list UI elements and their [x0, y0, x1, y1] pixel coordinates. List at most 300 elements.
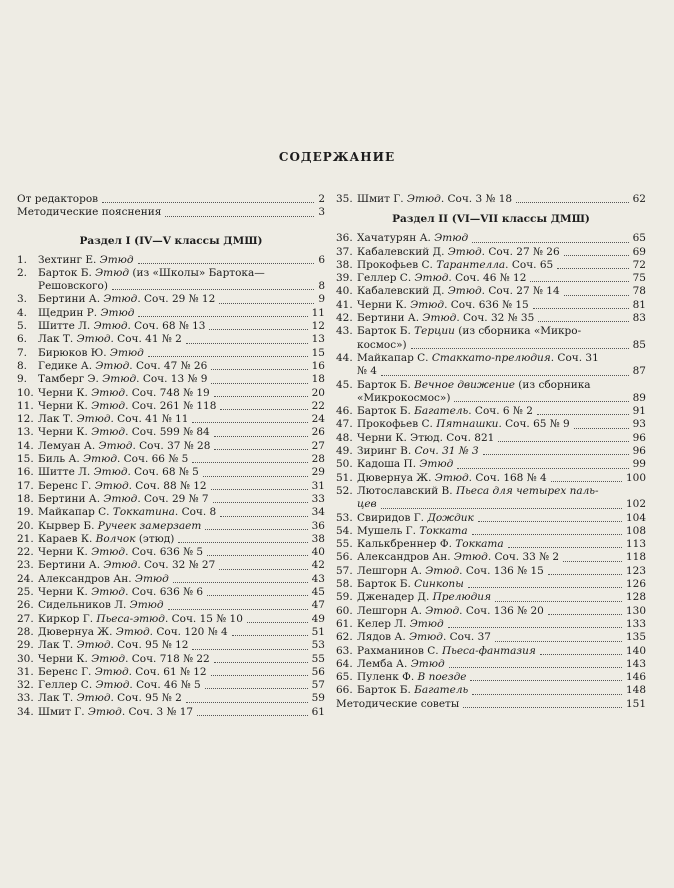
- entry-title: Методические советы: [336, 697, 460, 710]
- entry-number: 51.: [336, 471, 353, 484]
- dot-leader: [540, 654, 622, 655]
- page-number: 87: [632, 365, 646, 378]
- toc-right-column: [336, 193, 646, 711]
- page-number: 75: [632, 272, 646, 285]
- page-number: 34: [311, 506, 325, 519]
- entry-number: 57.: [336, 564, 353, 577]
- dot-leader: [214, 449, 308, 450]
- toc-entry: [17, 679, 325, 692]
- toc-entry: [17, 666, 325, 679]
- toc-entry: [336, 512, 646, 525]
- entry-number: 24.: [17, 572, 34, 585]
- page-number: 51: [311, 625, 325, 638]
- toc-left-column: [17, 193, 325, 719]
- dot-leader: [165, 216, 314, 217]
- entry-number: 32.: [17, 679, 34, 692]
- entry-title: Зехтинг Е. Этюд: [38, 253, 134, 266]
- dot-leader: [112, 289, 314, 290]
- dot-leader: [102, 202, 314, 203]
- dot-leader: [551, 481, 622, 482]
- entry-number: 62.: [336, 631, 353, 644]
- toc-entry: [17, 520, 325, 533]
- entry-number: 19.: [17, 506, 34, 519]
- section-heading: Раздел II (VI—VII классы ДМШ): [392, 213, 590, 226]
- entry-title: Шитте Л. Этюд. Соч. 68 № 5: [38, 466, 199, 479]
- page-number: 16: [311, 359, 325, 372]
- entry-number: 66.: [336, 684, 353, 697]
- page-number: 11: [311, 306, 325, 319]
- dot-leader: [483, 454, 629, 455]
- toc-entry: [17, 254, 325, 267]
- page-number: 28: [311, 453, 325, 466]
- entry-number: 39.: [336, 272, 353, 285]
- toc-entry: [336, 272, 646, 285]
- entry-number: 52.: [336, 484, 353, 497]
- page-number: 45: [311, 586, 325, 599]
- toc-entry: [17, 440, 325, 453]
- entry-number: 10.: [17, 386, 34, 399]
- dot-leader: [538, 321, 629, 322]
- dot-leader: [557, 268, 629, 269]
- page-number: 53: [311, 639, 325, 652]
- toc-entry: [17, 613, 325, 626]
- entry-number: 37.: [336, 245, 353, 258]
- page-number: 8: [318, 280, 325, 293]
- dot-leader: [192, 649, 308, 650]
- toc-entry: [17, 559, 325, 572]
- toc-entry: [336, 538, 646, 551]
- dot-leader: [192, 462, 308, 463]
- entry-title: Лак Т. Этюд. Соч. 95 № 2: [38, 692, 182, 705]
- dot-leader: [448, 627, 622, 628]
- toc-entry-continuation: [336, 498, 646, 511]
- entry-number: 6.: [17, 333, 28, 346]
- page-number: 78: [632, 285, 646, 298]
- entry-title: Бертини А. Этюд. Соч. 32 № 27: [38, 559, 216, 572]
- toc-entry: [17, 387, 325, 400]
- toc-entry: [336, 565, 646, 578]
- dot-leader: [411, 348, 629, 349]
- page-number: 62: [632, 193, 646, 205]
- entry-number: 58.: [336, 578, 353, 591]
- dot-leader: [495, 641, 622, 642]
- toc-entry: [336, 418, 646, 431]
- entry-number: 17.: [17, 479, 34, 492]
- entry-title: Келер Л. Этюд: [357, 617, 444, 630]
- toc-entry: [336, 698, 646, 711]
- entry-title: Лешгорн А. Этюд. Соч. 136 № 20: [357, 604, 544, 617]
- entry-title: Лак Т. Этюд. Соч. 95 № 12: [38, 639, 189, 652]
- entry-number: 55.: [336, 538, 353, 551]
- toc-entry: [336, 325, 646, 338]
- toc-entry: [17, 426, 325, 439]
- toc-entry: [17, 413, 325, 426]
- page-number: 24: [311, 413, 325, 426]
- dot-leader: [138, 263, 314, 264]
- entry-number: 45.: [336, 378, 353, 391]
- toc-entry: [17, 586, 325, 599]
- entry-number: 26.: [17, 599, 34, 612]
- page-number: 69: [632, 245, 646, 258]
- entry-title: Черни К. Этюд. Соч. 636 № 5: [38, 546, 204, 559]
- dot-leader: [468, 587, 622, 588]
- dot-leader: [449, 667, 622, 668]
- page-number: 140: [625, 644, 646, 657]
- page-number: 42: [311, 559, 325, 572]
- entry-number: 49.: [336, 445, 353, 458]
- dot-leader: [495, 601, 622, 602]
- dot-leader: [472, 242, 629, 243]
- toc-entry: [17, 206, 325, 219]
- entry-title: Биль А. Этюд. Соч. 66 № 5: [38, 453, 189, 466]
- dot-leader: [470, 680, 622, 681]
- entry-title: Лемуан А. Этюд. Соч. 37 № 28: [38, 439, 211, 452]
- toc-entry-continuation: [336, 365, 646, 378]
- page-number: 38: [311, 532, 325, 545]
- toc-entry: [336, 578, 646, 591]
- page-number: 43: [311, 572, 325, 585]
- dot-leader: [220, 409, 308, 410]
- page-number: 83: [632, 312, 646, 325]
- toc-entry: [336, 684, 646, 697]
- dot-leader: [214, 396, 308, 397]
- toc-entry: [17, 692, 325, 705]
- page-number: 65: [632, 232, 646, 245]
- toc-entry: [17, 293, 325, 306]
- toc-entry: [17, 493, 325, 506]
- entry-title: Барток Б. Багатель. Соч. 6 № 2: [357, 405, 533, 418]
- entry-title: Лак Т. Этюд. Соч. 41 № 11: [38, 413, 189, 426]
- toc-entry: [17, 533, 325, 546]
- entry-title: От редакторов: [17, 193, 99, 205]
- entry-number: 33.: [17, 692, 34, 705]
- page-number: 27: [311, 439, 325, 452]
- entry-number: 35.: [336, 193, 353, 205]
- dot-leader: [211, 675, 308, 676]
- dot-leader: [205, 529, 308, 530]
- toc-entry: [17, 347, 325, 360]
- entry-number: 20.: [17, 519, 34, 532]
- entry-number: 29.: [17, 639, 34, 652]
- page-number: 91: [632, 405, 646, 418]
- dot-leader: [548, 614, 622, 615]
- entry-title: Геллер С. Этюд. Соч. 46 № 12: [357, 272, 527, 285]
- entry-title: Кадоша П. Этюд: [357, 458, 454, 471]
- toc-entry: [17, 653, 325, 666]
- toc-entry: [336, 551, 646, 564]
- dot-leader: [381, 375, 629, 376]
- toc-entry: [336, 445, 646, 458]
- entry-title: Черни К. Этюд. Соч. 636 № 15: [357, 298, 529, 311]
- entry-number: 64.: [336, 657, 353, 670]
- page-number: 118: [625, 551, 646, 564]
- entry-title: Прокофьев С. Тарантелла. Соч. 65: [357, 258, 554, 271]
- entry-number: 34.: [17, 705, 34, 718]
- entry-title: Барток Б. Синкопы: [357, 578, 464, 591]
- page-number: 2: [318, 193, 325, 205]
- page-number: 13: [311, 333, 325, 346]
- page-number: 133: [625, 617, 646, 630]
- entry-title: Барток Б. Багатель: [357, 684, 469, 697]
- dot-leader: [537, 414, 629, 415]
- entry-title: Барток Б. Терции (из сборника «Микро-: [357, 325, 582, 338]
- entry-number: 65.: [336, 671, 353, 684]
- entry-title: Бертини А. Этюд. Соч. 32 № 35: [357, 312, 535, 325]
- entry-number: 9.: [17, 373, 28, 386]
- entry-number: 27.: [17, 612, 34, 625]
- entry-number: 46.: [336, 405, 353, 418]
- entry-number: 2.: [17, 266, 28, 279]
- dot-leader: [168, 609, 308, 610]
- dot-leader: [516, 202, 629, 203]
- entry-number: 31.: [17, 665, 34, 678]
- toc-entry: [336, 193, 646, 206]
- page-number: 151: [625, 697, 646, 710]
- entry-title: Дювернуа Ж. Этюд. Соч. 120 № 4: [38, 625, 228, 638]
- toc-entry: [336, 618, 646, 631]
- toc-entry: [336, 472, 646, 485]
- page-number: 57: [311, 679, 325, 692]
- dot-leader: [498, 441, 629, 442]
- entry-number: 7.: [17, 346, 28, 359]
- entry-title: Шитте Л. Этюд. Соч. 68 № 13: [38, 320, 206, 333]
- page-number: 29: [311, 466, 325, 479]
- toc-entry: [336, 246, 646, 259]
- entry-title: Беренс Г. Этюд. Соч. 88 № 12: [38, 479, 207, 492]
- entry-title: Лемба А. Этюд: [357, 657, 445, 670]
- dot-leader: [148, 356, 308, 357]
- dot-leader: [207, 595, 308, 596]
- entry-number: 21.: [17, 532, 34, 545]
- entry-title: космос»): [357, 338, 407, 351]
- toc-entry: [17, 480, 325, 493]
- toc-entry: [336, 232, 646, 245]
- toc-entry: [17, 333, 325, 346]
- entry-title: Щедрин Р. Этюд: [38, 306, 135, 319]
- entry-number: 13.: [17, 426, 34, 439]
- entry-title: Черни К. Этюд. Соч. 748 № 19: [38, 386, 210, 399]
- entry-title: Шмит Г. Этюд. Соч. 3 № 18: [357, 193, 513, 205]
- page-number: 15: [311, 346, 325, 359]
- toc-entry-continuation: [17, 280, 325, 293]
- page-number: 47: [311, 599, 325, 612]
- page-number: 99: [632, 458, 646, 471]
- dot-leader: [463, 707, 622, 708]
- entry-number: 30.: [17, 652, 34, 665]
- toc-entry: [17, 400, 325, 413]
- entry-title: Бертини А. Этюд. Соч. 29 № 7: [38, 492, 209, 505]
- entry-title: Лак Т. Этюд. Соч. 41 № 2: [38, 333, 182, 346]
- toc-entry: [17, 307, 325, 320]
- dot-leader: [211, 383, 308, 384]
- entry-number: 1.: [17, 253, 28, 266]
- dot-leader: [508, 547, 622, 548]
- page-number: 3: [318, 206, 325, 219]
- entry-title: Кабалевский Д. Этюд. Соч. 27 № 14: [357, 285, 560, 298]
- entry-title: № 4: [357, 365, 377, 378]
- dot-leader: [472, 694, 622, 695]
- dot-leader: [564, 295, 629, 296]
- toc-entry: [336, 631, 646, 644]
- toc-entry: [17, 373, 325, 386]
- toc-entry: [17, 267, 325, 280]
- entry-title: Барток Б. Этюд (из «Школы» Бартока—: [38, 266, 265, 279]
- entry-title: Майкапар С. Токкатина. Соч. 8: [38, 506, 217, 519]
- entry-title: Кырвер Б. Ручеек замерзает: [38, 519, 202, 532]
- page-number: 85: [632, 338, 646, 351]
- entry-number: 48.: [336, 431, 353, 444]
- dot-leader: [574, 428, 629, 429]
- entry-title: Лядов А. Этюд. Соч. 37: [357, 631, 491, 644]
- page-number: 33: [311, 492, 325, 505]
- entry-title: Караев К. Волчок (этюд): [38, 532, 175, 545]
- entry-title: Майкапар С. Стаккато-прелюдия. Соч. 31: [357, 351, 599, 364]
- entry-title: Лешгорн А. Этюд. Соч. 136 № 15: [357, 564, 544, 577]
- dot-leader: [213, 502, 308, 503]
- toc-entry: [17, 506, 325, 519]
- page-number: 20: [311, 386, 325, 399]
- page-number: 12: [311, 320, 325, 333]
- entry-number: 54.: [336, 524, 353, 537]
- dot-leader: [178, 542, 308, 543]
- entry-title: Свиридов Г. Дождик: [357, 511, 474, 524]
- page-number: 104: [625, 511, 646, 524]
- page-number: 61: [311, 705, 325, 718]
- entry-number: 8.: [17, 359, 28, 372]
- toc-entry: [336, 591, 646, 604]
- page-number: 72: [632, 258, 646, 271]
- entry-number: 22.: [17, 546, 34, 559]
- entry-title: Сидельников Л. Этюд: [38, 599, 164, 612]
- page-number: 22: [311, 399, 325, 412]
- page-number: 130: [625, 604, 646, 617]
- dot-leader: [192, 422, 308, 423]
- entry-title: Александров Ан. Этюд: [38, 572, 169, 585]
- toc-entry: [336, 352, 646, 365]
- entry-title: Барток Б. Вечное движение (из сборника: [357, 378, 591, 391]
- page-title: СОДЕРЖАНИЕ: [278, 150, 396, 164]
- toc-entry: [17, 706, 325, 719]
- toc-entry-continuation: [336, 339, 646, 352]
- dot-leader: [214, 436, 308, 437]
- toc-entry: [336, 645, 646, 658]
- dot-leader: [548, 574, 622, 575]
- dot-leader: [457, 468, 629, 469]
- dot-leader: [247, 622, 308, 623]
- toc-entry: [336, 405, 646, 418]
- entry-number: 18.: [17, 492, 34, 505]
- entry-title: цев: [357, 498, 377, 511]
- entry-number: 5.: [17, 320, 28, 333]
- page-number: 96: [632, 431, 646, 444]
- entry-title: Кабалевский Д. Этюд. Соч. 27 № 26: [357, 245, 560, 258]
- dot-leader: [232, 635, 308, 636]
- entry-number: 4.: [17, 306, 28, 319]
- entry-title: Тамберг Э. Этюд. Соч. 13 № 9: [38, 373, 208, 386]
- toc-entry: [336, 671, 646, 684]
- page-number: 40: [311, 546, 325, 559]
- page-number: 18: [311, 373, 325, 386]
- entry-title: Киркор Г. Пьеса-этюд. Соч. 15 № 10: [38, 612, 243, 625]
- page-number: 56: [311, 665, 325, 678]
- toc-entry: [17, 453, 325, 466]
- toc-entry: [17, 466, 325, 479]
- entry-number: 63.: [336, 644, 353, 657]
- dot-leader: [219, 569, 308, 570]
- toc-entry: [17, 546, 325, 559]
- toc-entry: [17, 626, 325, 639]
- dot-leader: [563, 561, 622, 562]
- dot-leader: [530, 281, 629, 282]
- page-number: 89: [632, 391, 646, 404]
- toc-entry: [17, 599, 325, 612]
- dot-leader: [533, 308, 629, 309]
- page-number: 143: [625, 657, 646, 670]
- page-number: 6: [318, 253, 325, 266]
- toc-entry: [336, 658, 646, 671]
- page-number: 59: [311, 692, 325, 705]
- dot-leader: [138, 316, 308, 317]
- page-number: 123: [625, 564, 646, 577]
- entry-number: 3.: [17, 293, 28, 306]
- dot-leader: [209, 329, 308, 330]
- entry-title: Пуленк Ф. В поезде: [357, 671, 467, 684]
- entry-number: 16.: [17, 466, 34, 479]
- toc-entry: [336, 285, 646, 298]
- entry-number: 61.: [336, 617, 353, 630]
- toc-entry: [336, 605, 646, 618]
- toc-entry: [336, 312, 646, 325]
- entry-title: Бертини А. Этюд. Соч. 29 № 12: [38, 293, 216, 306]
- page-number: 128: [625, 591, 646, 604]
- entry-title: Черни К. Этюд. Соч. 718 № 22: [38, 652, 210, 665]
- dot-leader: [205, 688, 308, 689]
- page-number: 126: [625, 578, 646, 591]
- toc-entry: [17, 193, 325, 206]
- entry-title: Черни К. Этюд. Соч. 636 № 6: [38, 586, 204, 599]
- entry-number: 25.: [17, 586, 34, 599]
- entry-title: Калькбреннер Ф. Токката: [357, 538, 504, 551]
- dot-leader: [197, 715, 308, 716]
- dot-leader: [220, 516, 308, 517]
- entry-number: 14.: [17, 439, 34, 452]
- page-number: 148: [625, 684, 646, 697]
- page-number: 9: [318, 293, 325, 306]
- entry-title: «Микрокосмос»): [357, 391, 451, 404]
- page-number: 26: [311, 426, 325, 439]
- entry-title: Дювернуа Ж. Этюд. Соч. 168 № 4: [357, 471, 547, 484]
- toc-entry: [336, 432, 646, 445]
- entry-number: 53.: [336, 511, 353, 524]
- page-number: 81: [632, 298, 646, 311]
- page-number: 49: [311, 612, 325, 625]
- section-heading: Раздел I (IV—V классы ДМШ): [79, 234, 263, 247]
- entry-title: Прокофьев С. Пятнашки. Соч. 65 № 9: [357, 418, 570, 431]
- dot-leader: [454, 401, 629, 402]
- entry-number: 36.: [336, 232, 353, 245]
- toc-entry-continuation: [336, 392, 646, 405]
- toc-entry: [336, 259, 646, 272]
- entry-title: Зиринг В. Соч. 31 № 3: [357, 445, 479, 458]
- entry-number: 11.: [17, 399, 34, 412]
- toc-entry: [17, 360, 325, 373]
- entry-number: 44.: [336, 351, 353, 364]
- dot-leader: [173, 582, 308, 583]
- dot-leader: [203, 476, 308, 477]
- dot-leader: [564, 255, 629, 256]
- page-number: 113: [625, 538, 646, 551]
- entry-number: 38.: [336, 258, 353, 271]
